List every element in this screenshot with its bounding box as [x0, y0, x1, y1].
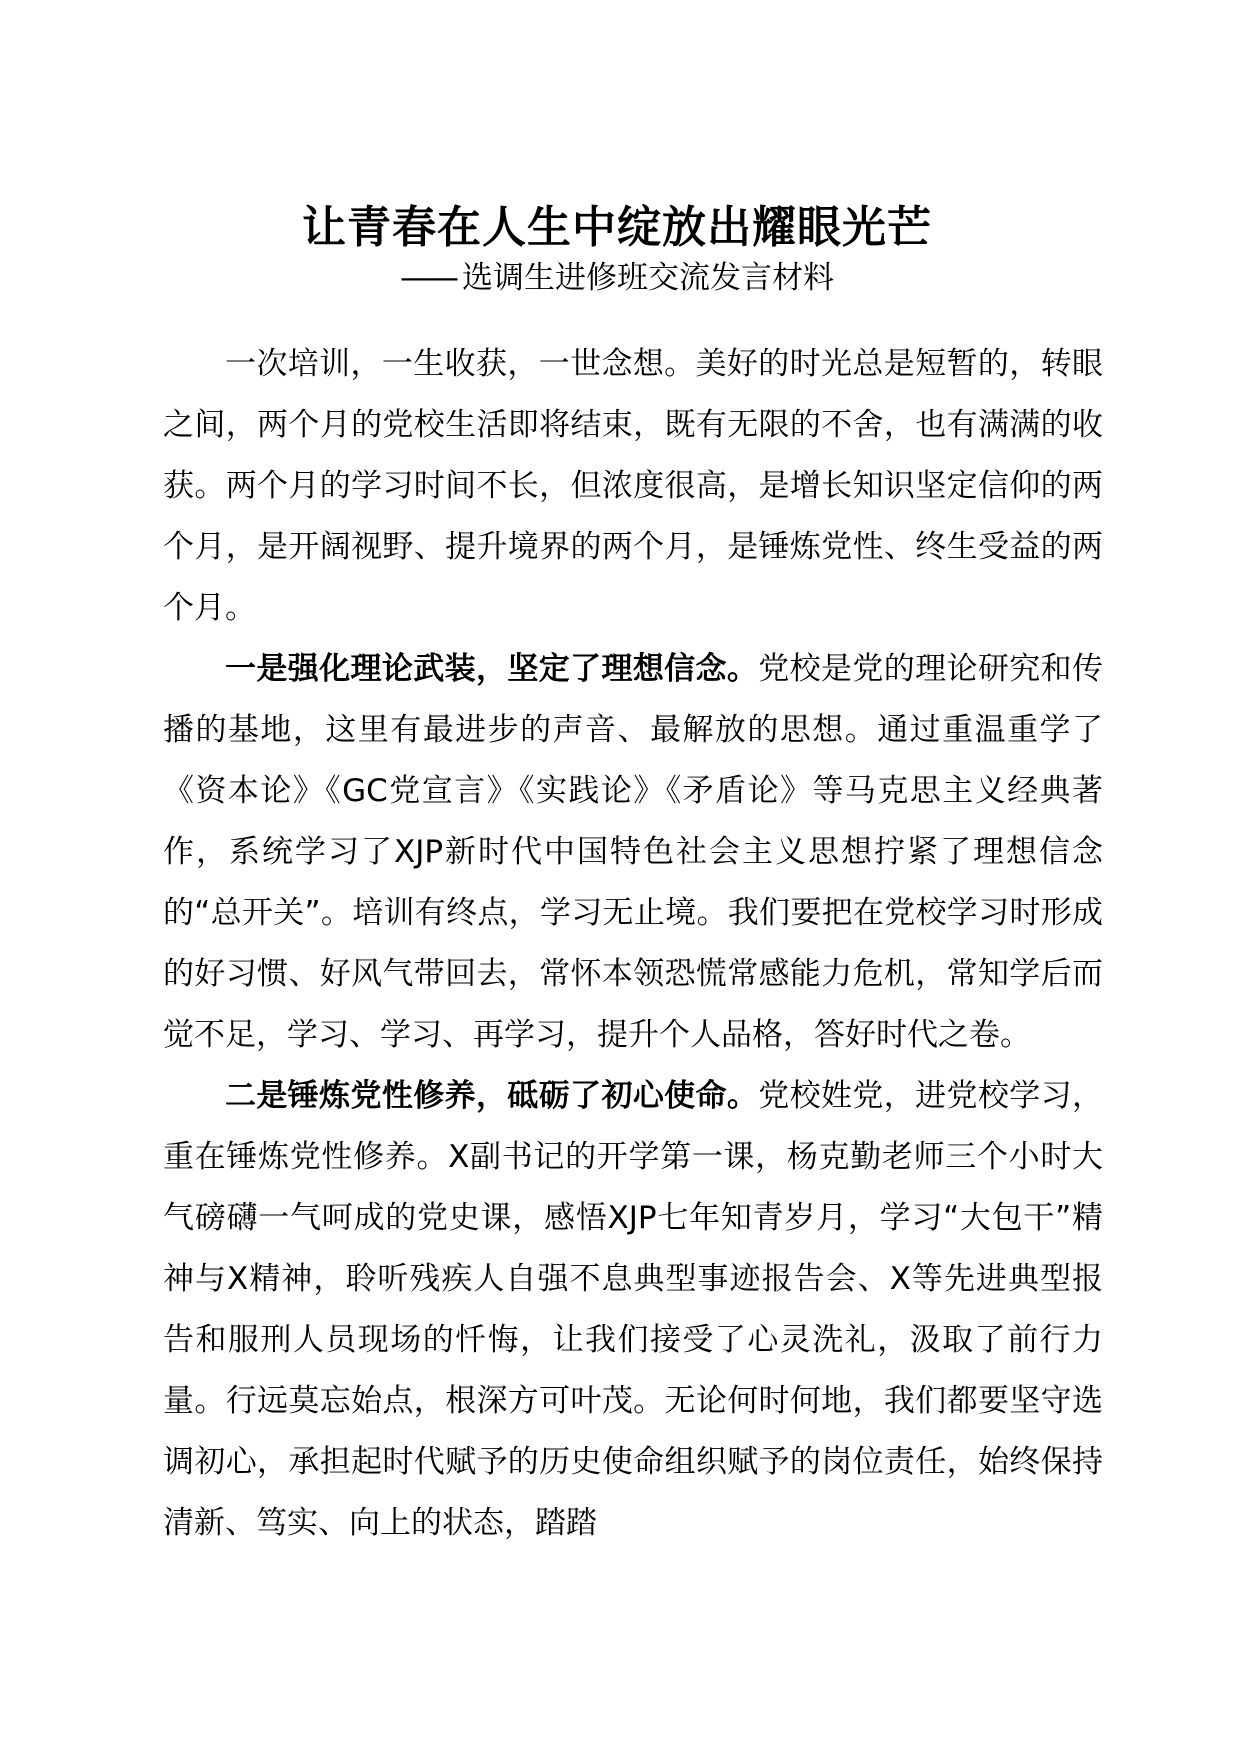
section-two-heading: 二是锤炼党性修养，砥砺了初心使命。 [225, 1078, 759, 1114]
document-subtitle [0, 256, 1234, 300]
paragraph-intro-text: 一次培训，一生收获，一世念想。美好的时光总是短暂的，转眼之间，两个月的党校生活即将结束，既有无限的不舍，也有满满的收获。两个月的学习时间不长，但浓度很高，是增长知识坚定信仰的两个月，是开阔视野、提升境界的两个月，是锤炼党性、终生受益的两个月。 [163, 346, 1103, 626]
document-title: 让青春在人生中绽放出耀眼光芒 [302, 202, 932, 253]
section-one-heading: 一是强化理论武装，坚定了理想信念。 [225, 651, 759, 687]
paragraph-intro [163, 334, 1103, 639]
paragraph-section-two [163, 1066, 1103, 1554]
subtitle-text: 选调生进修班交流发言材料 [462, 260, 834, 296]
section-two-text: 党校姓党，进党校学习，重在锤炼党性修养。X副书记的开学第一课，杨克勤老师三个小时大气磅礴一气呵成的党史课，感悟XJP七年知青岁月，学习“大包干”精神与X精神，聆听残疾人自强不息典型事迹报告会、X等先进典型报告和服刑人员现场的忏悔，让我们接受了心灵洗礼，汲取了前行力量。行远莫忘始点，根深方可叶茂。无论何时何地，我们都要坚守选调初心，承担起时代赋予的历史使命组织赋予的岗位责任，始终保持清新、笃实、向上的状态，踏踏 [163, 1078, 1103, 1541]
document-body [163, 334, 1103, 1554]
section-one-text: 党校是党的理论研究和传播的基地，这里有最进步的声音、最解放的思想。通过重温重学了《资本论》《GC党宣言》《实践论》《矛盾论》等马克思主义经典著作，系统学习了XJP新时代中国特色社会主义思想拧紧了理想信念的“总开关”。培训有终点，学习无止境。我们要把在党校学习时形成的好习惯、好风气带回去，常怀本领恐慌常感能力危机，常知学后而觉不足，学习、学习、再学习，提升个人品格，答好时代之卷。 [163, 651, 1103, 1053]
subtitle-dash: —— [400, 260, 456, 296]
paragraph-section-one [163, 639, 1103, 1066]
